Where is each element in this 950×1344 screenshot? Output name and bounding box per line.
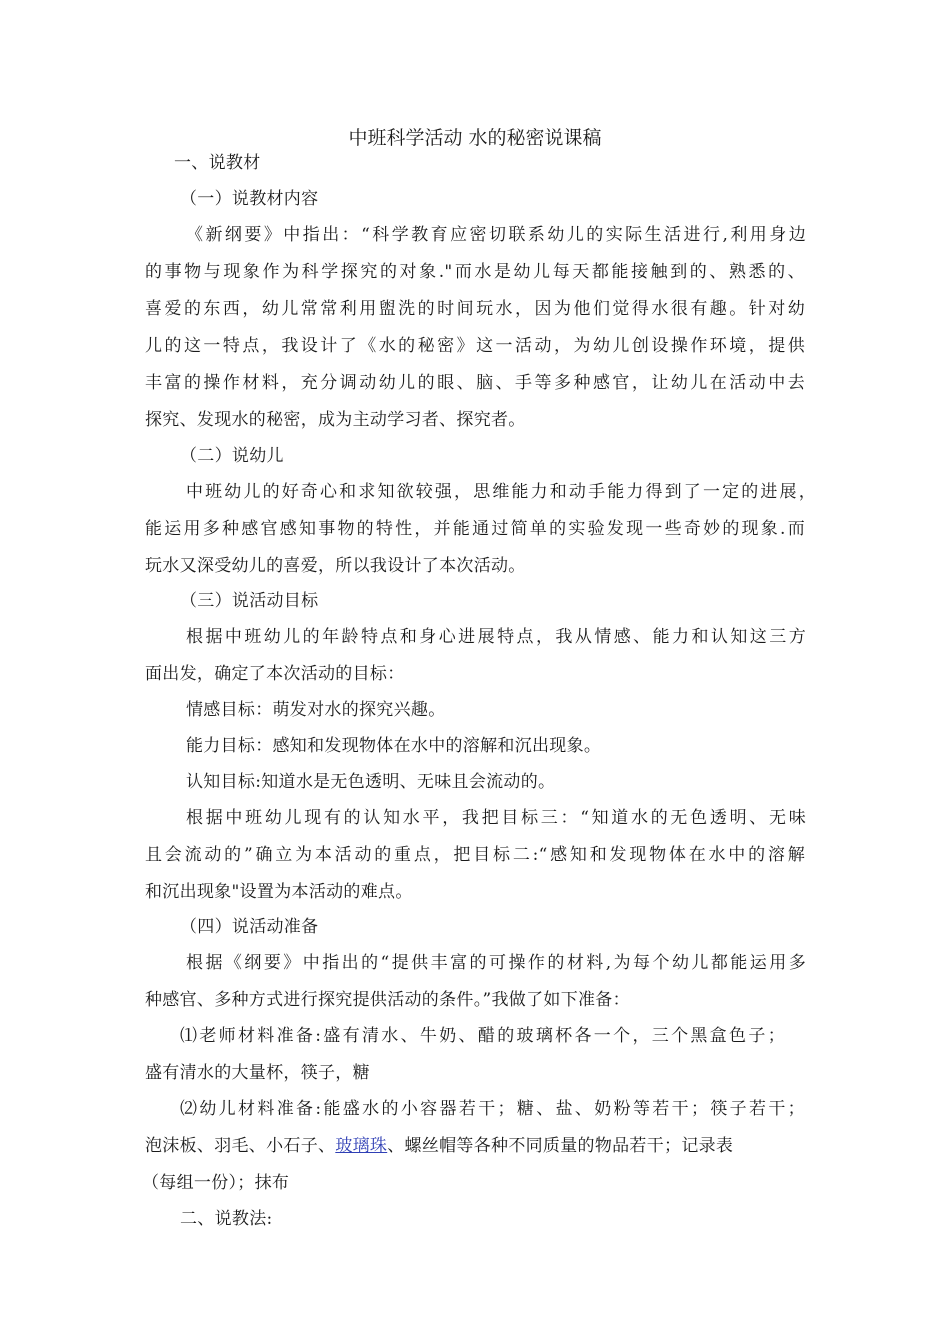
subsection-heading-3: （三）说活动目标 xyxy=(180,591,319,611)
prep-children-text: 泡沫板、羽毛、小石子、 xyxy=(145,1136,336,1156)
goal-ability: 能力目标：感知和发现物体在水中的溶解和沉出现象。 xyxy=(186,736,602,756)
paragraph-line: 儿的这一特点，我设计了《水的秘密》这一活动，为幼儿创设操作环境，提供 xyxy=(145,336,805,356)
document-title: 中班科学活动 水的秘密说课稿 xyxy=(348,127,602,149)
prep-teacher-line: ⑴老师材料准备:盛有清水、牛奶、醋的玻璃杯各一个，三个黑盒色子； xyxy=(180,1026,785,1046)
prep-teacher-line: 盛有清水的大量杯，筷子，糖 xyxy=(145,1063,370,1083)
paragraph-line: 和沉出现象"设置为本活动的难点。 xyxy=(145,882,413,902)
subsection-heading-4: （四）说活动准备 xyxy=(180,917,319,937)
prep-children-line xyxy=(145,1134,815,1158)
paragraph-line: 根据中班幼儿现有的认知水平，我把目标三：“知道水的无色透明、无味 xyxy=(186,808,806,828)
paragraph-line: 根据《纲要》中指出的“提供丰富的可操作的材料,为每个幼儿都能运用多 xyxy=(186,953,806,973)
section-heading-1: 一、说教材 xyxy=(174,153,261,173)
goal-cognition: 认知目标:知道水是无色透明、无味且会流动的。 xyxy=(186,772,556,792)
paragraph-line: 丰富的操作材料，充分调动幼儿的眼、脑、手等多种感官，让幼儿在活动中去 xyxy=(145,373,805,393)
prep-children-text: 、螺丝帽等各种不同质量的物品若干；记录表 xyxy=(387,1136,734,1156)
paragraph-line: 玩水又深受幼儿的喜爱，所以我设计了本次活动。 xyxy=(145,556,526,576)
paragraph-line: 根据中班幼儿的年龄特点和身心进展特点，我从情感、能力和认知这三方 xyxy=(186,627,806,647)
subsection-heading-1: （一）说教材内容 xyxy=(180,189,319,209)
prep-children-line: ⑵幼儿材料准备:能盛水的小容器若干；糖、盐、奶粉等若干；筷子若干； xyxy=(180,1099,805,1119)
glass-beads-link[interactable]: 玻璃珠 xyxy=(335,1136,388,1156)
paragraph-line: 面出发，确定了本次活动的目标： xyxy=(145,664,405,684)
goal-emotion: 情感目标：萌发对水的探究兴趣。 xyxy=(186,700,446,720)
section-heading-2: 二、说教法: xyxy=(180,1209,273,1229)
paragraph-line: 喜爱的东西，幼儿常常利用盥洗的时间玩水，因为他们觉得水很有趣。针对幼 xyxy=(145,299,805,319)
paragraph-line: 探究、发现水的秘密，成为主动学习者、探究者。 xyxy=(145,410,526,430)
paragraph-line: 能运用多种感官感知事物的特性，并能通过简单的实验发现一些奇妙的现象.而 xyxy=(145,519,805,539)
paragraph-line: 中班幼儿的好奇心和求知欲较强，思维能力和动手能力得到了一定的进展， xyxy=(186,482,816,502)
prep-children-line: （每组一份）；抹布 xyxy=(142,1173,290,1193)
paragraph-line: 《新纲要》中指出：“科学教育应密切联系幼儿的实际生活进行,利用身边 xyxy=(186,225,806,245)
paragraph-line: 种感官、多种方式进行探究提供活动的条件。”我做了如下准备： xyxy=(145,990,630,1010)
paragraph-line: 的事物与现象作为科学探究的对象."而水是幼儿每天都能接触到的、熟悉的、 xyxy=(145,262,805,282)
paragraph-line: 且会流动的”确立为本活动的重点，把目标二:“感知和发现物体在水中的溶解 xyxy=(145,845,805,865)
subsection-heading-2: （二）说幼儿 xyxy=(180,446,284,466)
